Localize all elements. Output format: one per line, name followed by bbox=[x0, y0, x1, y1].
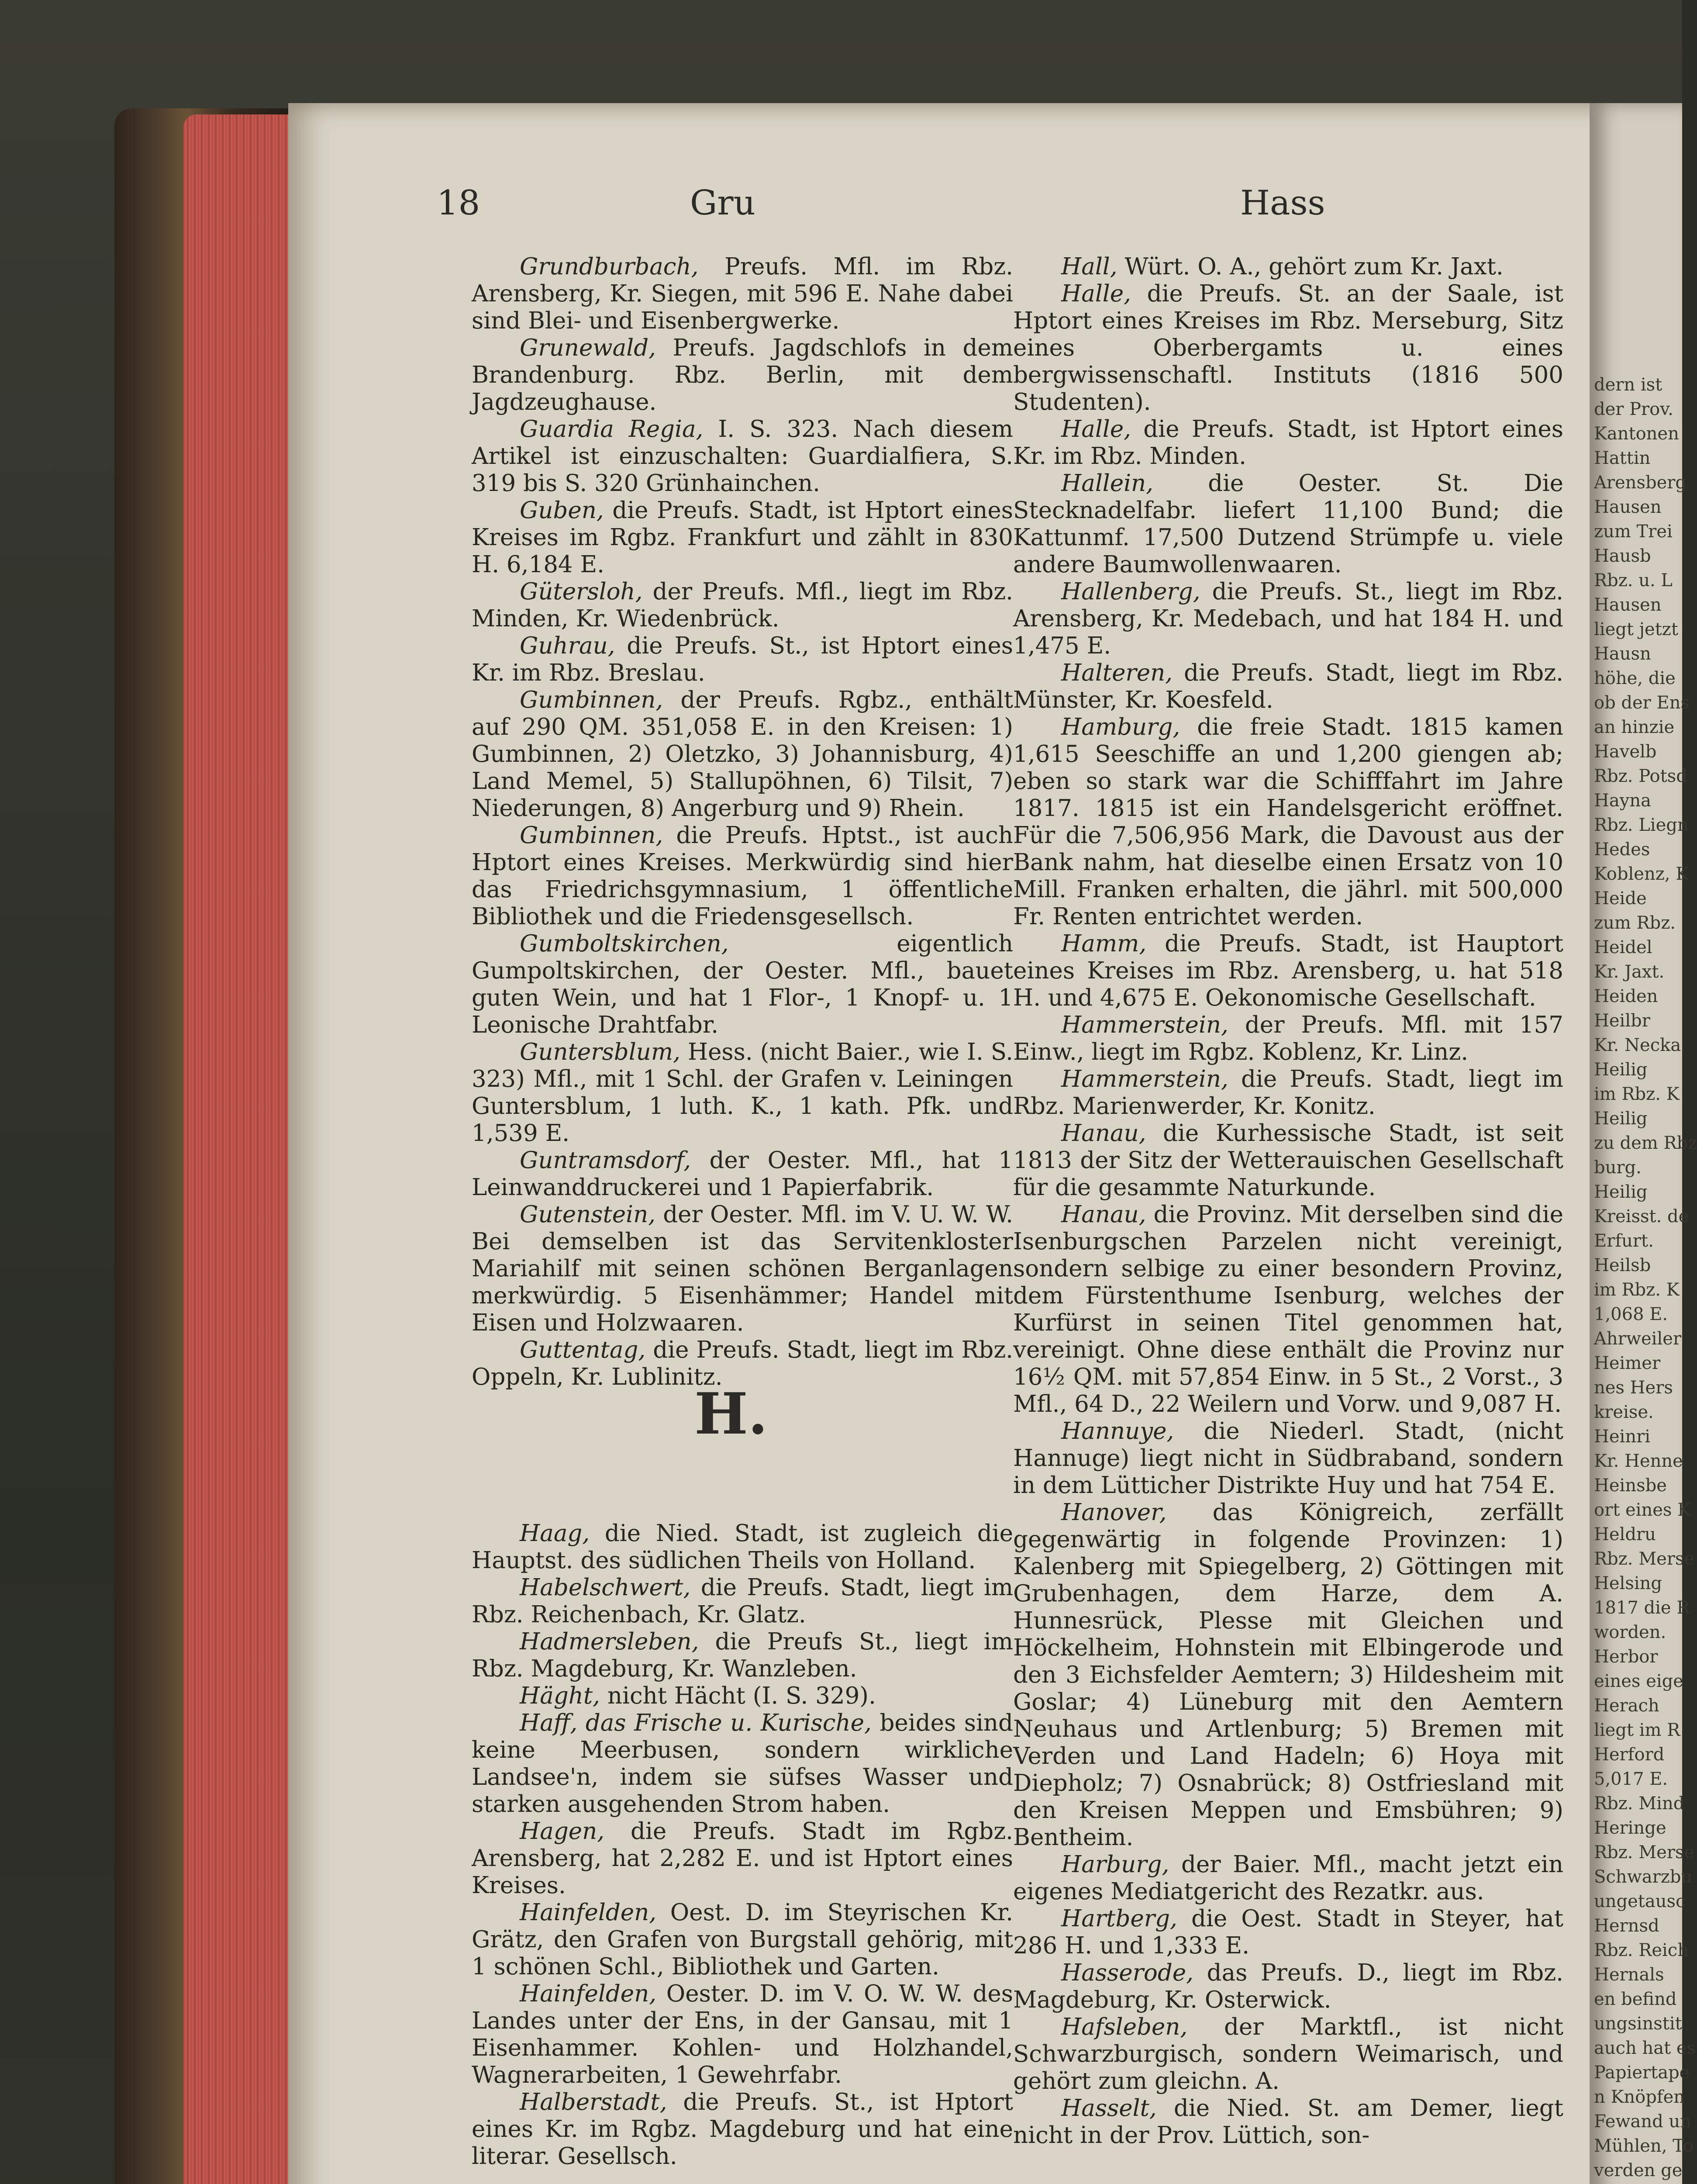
dictionary-entry bbox=[472, 1980, 1013, 2089]
entry-text: die Preufs. Stadt, liegt im Rbz. Marienwerder, Kr. Konitz. bbox=[1013, 1066, 1563, 1120]
entry-text: die Oester. St. Die Stecknadelfabr. liefert 11,100 Bund; die Kattunmf. 17,500 Dutzend Strümpfe u. viele andere Baumwollenwaaren. bbox=[1013, 470, 1563, 578]
next-page-fragment: im Rbz. K bbox=[1594, 1280, 1680, 1300]
entry-text: der Oester. Mfl. im V. U. W. W. Bei demselben ist das Servitenkloster Mariahilf mit seinen schönen Berganlagen merkwürdig. 5 Eisenhämmer; Handel mit Eisen und Holzwaaren. bbox=[472, 1201, 1013, 1336]
entry-term: Guttentag, bbox=[520, 1337, 646, 1363]
entry-text: die Preufs. Hptst., ist auch Hptort eines Kreises. Merkwürdig sind hier das Friedrichsgymnasium, 1 öffentliche Bibliothek und die Friedensgesellsch. bbox=[472, 822, 1013, 930]
entry-term: Hall, bbox=[1061, 253, 1118, 280]
entry-text: die Preufs. Stadt, liegt im Rbz. Oppeln, Kr. Lublinitz. bbox=[472, 1337, 1013, 1390]
dictionary-entry bbox=[472, 2089, 1013, 2170]
entry-term: Hagen, bbox=[520, 1818, 605, 1845]
entry-term: Hainfelden, bbox=[520, 1899, 657, 1926]
next-page-fragment: Fewand un bbox=[1594, 2111, 1691, 2132]
entry-text: die Preufs. St., ist Hptort eines Kr. im Rbz. Breslau. bbox=[472, 632, 1013, 686]
entry-text: I. S. 323. Nach diesem Artikel ist einzuschalten: Guardialfiera, S. 319 bis S. 320 Grünhainchen. bbox=[472, 416, 1013, 497]
entry-term: Guardia Regia, bbox=[520, 416, 704, 442]
next-page-edge bbox=[1590, 103, 1697, 2184]
entry-term: Gumboltskirchen, bbox=[520, 930, 729, 957]
dictionary-entry bbox=[1013, 660, 1563, 714]
next-page-fragment: Herach bbox=[1594, 1696, 1659, 1716]
next-page-fragment: 5,017 E. bbox=[1594, 1769, 1668, 1789]
entry-text: die freie Stadt. 1815 kamen 1,615 Seeschiffe an und 1,200 giengen ab; eben so stark war die Schifffahrt im Jahre 1817. 1815 ist ein Handelsgericht eröffnet. Für die 7,506,956 Mark, die Davoust aus der Bank nahm, hat dieselbe einen Ersatz von 10 Mill. Franken erhalten, die jährl. mit 500,000 Fr. Renten entrichtet werden. bbox=[1013, 714, 1563, 930]
entry-term: Hainfelden, bbox=[520, 1980, 657, 2007]
entry-term: Gutenstein, bbox=[520, 1201, 656, 1228]
next-page-fragment: Kr. Henne bbox=[1594, 1451, 1683, 1471]
next-page-fragment: 1817 die R bbox=[1594, 1598, 1690, 1618]
entry-term: Häght, bbox=[520, 1683, 600, 1709]
entry-text: der Marktfl., ist nicht Schwarzburgisch, sondern Weimarisch, und gehört zum gleichn. A. bbox=[1013, 2014, 1563, 2094]
next-page-fragment: zum Rbz. bbox=[1594, 913, 1676, 933]
entry-text: die Preufs. St. an der Saale, ist Hptort eines Kreises im Rbz. Merseburg, Sitz eines Oberbergamts u. eines bergwissenschaftl. Instituts (1816 500 Studenten). bbox=[1013, 280, 1563, 415]
entry-text: Hess. (nicht Baier., wie I. S. 323) Mfl., mit 1 Schl. der Grafen v. Leiningen Guntersblum, 1 luth. K., 1 kath. Pfk. und 1,539 E. bbox=[472, 1039, 1013, 1147]
next-page-fragment: Ahrweiler bbox=[1594, 1329, 1682, 1349]
entry-text: die Preufs. Stadt im Rgbz. Arensberg, hat 2,282 E. und ist Hptort eines Kreises. bbox=[472, 1818, 1013, 1899]
dictionary-entry bbox=[1013, 1905, 1563, 1959]
next-page-fragment: Kr. Jaxt. bbox=[1594, 962, 1665, 982]
dictionary-entry bbox=[1013, 930, 1563, 1012]
next-page-fragment: Heilig bbox=[1594, 1109, 1648, 1129]
dictionary-entry bbox=[472, 632, 1013, 687]
entry-text: die Preufs. St., liegt im Rbz. Arensberg, Kr. Medebach, und hat 184 H. und 1,475 E. bbox=[1013, 578, 1563, 659]
next-page-fragment: liegt im R bbox=[1594, 1720, 1680, 1740]
entry-text: nicht Hächt (I. S. 329). bbox=[600, 1683, 876, 1709]
entry-term: Grundburbach, bbox=[520, 253, 699, 280]
next-page-fragment: Heldru bbox=[1594, 1524, 1656, 1545]
next-page-fragment: worden. bbox=[1594, 1622, 1666, 1642]
left-column bbox=[472, 253, 1013, 1391]
entry-term: Halteren, bbox=[1061, 660, 1173, 686]
entry-term: Guben, bbox=[520, 497, 604, 524]
entry-text: Preufs. Jagdschlofs in dem Brandenburg. Rbz. Berlin, mit dem Jagdzeughause. bbox=[472, 335, 1013, 415]
entry-text: die Nied. Stadt, ist zugleich die Hauptst. des südlichen Theils von Holland. bbox=[472, 1520, 1013, 1574]
next-page-fragment: Hausb bbox=[1594, 546, 1651, 566]
dictionary-entry bbox=[472, 1683, 1013, 1710]
right-running-head: Hass bbox=[1240, 183, 1325, 223]
entry-text: die Preufs. St., ist Hptort eines Kr. im Rgbz. Magdeburg und hat eine literar. Gesellsch. bbox=[472, 2089, 1013, 2170]
next-page-fragment: burg. bbox=[1594, 1158, 1642, 1178]
entry-term: Hanau, bbox=[1061, 1120, 1146, 1147]
entry-term: Haag, bbox=[520, 1520, 590, 1547]
dictionary-entry bbox=[472, 416, 1013, 497]
dictionary-entry bbox=[472, 578, 1013, 632]
next-page-fragment: nes Hers bbox=[1594, 1378, 1673, 1398]
next-page-fragment: Hausn bbox=[1594, 644, 1651, 664]
entry-term: Guntramsdorf, bbox=[520, 1147, 691, 1174]
next-page-fragment: Koblenz, K bbox=[1594, 864, 1689, 884]
next-page-fragment: zu dem Rbz bbox=[1594, 1133, 1697, 1153]
next-page-fragment: auch hat es bbox=[1594, 2038, 1696, 2058]
next-page-fragment: Hayna bbox=[1594, 791, 1651, 811]
dictionary-entry bbox=[472, 930, 1013, 1039]
entry-term: Guntersblum, bbox=[520, 1039, 680, 1065]
next-page-fragment: Kr. Necka bbox=[1594, 1035, 1681, 1055]
dictionary-entry bbox=[1013, 1499, 1563, 1851]
dictionary-entry bbox=[472, 1039, 1013, 1147]
next-page-fragment: Heilig bbox=[1594, 1182, 1648, 1202]
entry-term: Haff, das Frische u. Kurische, bbox=[520, 1710, 872, 1736]
next-page-fragment: im Rbz. K bbox=[1594, 1084, 1680, 1104]
next-page-fragment: Schwarzbu bbox=[1594, 1867, 1693, 1887]
entry-term: Habelschwert, bbox=[520, 1574, 691, 1601]
next-page-fragment: an hinzie bbox=[1594, 717, 1675, 737]
dictionary-entry bbox=[1013, 714, 1563, 930]
next-page-fragment: Heide bbox=[1594, 888, 1647, 909]
next-page-fragment: ungetausc bbox=[1594, 1891, 1686, 1911]
entry-text: der Oester. Mfl., hat 1 Leinwanddruckerei und 1 Papierfabrik. bbox=[472, 1147, 1013, 1201]
entry-text: die Oest. Stadt in Steyer, hat 286 H. und 1,333 E. bbox=[1013, 1905, 1563, 1959]
next-page-fragment: Hernals bbox=[1594, 1965, 1664, 1985]
entry-term: Grunewald, bbox=[520, 335, 656, 361]
next-page-fragment: Helsing bbox=[1594, 1573, 1663, 1593]
entry-text: die Preufs. Stadt, ist Hauptort eines Kreises im Rbz. Arensberg, u. hat 518 H. und 4,675 E. Oekonomische Gesellschaft. bbox=[1013, 930, 1563, 1011]
next-page-fragment: Herbor bbox=[1594, 1647, 1658, 1667]
next-page-fragment: Heinsbe bbox=[1594, 1476, 1667, 1496]
next-page-fragment: Rbz. Mind bbox=[1594, 1794, 1685, 1814]
dictionary-entry bbox=[1013, 1120, 1563, 1201]
entry-term: Hasselt, bbox=[1061, 2095, 1157, 2122]
entry-term: Hafsleben, bbox=[1061, 2014, 1188, 2040]
dictionary-entry bbox=[472, 497, 1013, 578]
next-page-fragment: Heiden bbox=[1594, 986, 1658, 1006]
entry-text: Oest. D. im Steyrischen Kr. Grätz, den Grafen von Burgstall gehörig, mit 1 schönen Schl., Bibliothek und Garten. bbox=[472, 1899, 1013, 1980]
entry-term: Hamburg, bbox=[1061, 714, 1180, 740]
entry-text: der Preufs. Mfl., liegt im Rbz. Minden, Kr. Wiedenbrück. bbox=[472, 578, 1013, 632]
dictionary-entry bbox=[472, 1710, 1013, 1818]
next-page-fragment: kreise. bbox=[1594, 1402, 1654, 1422]
next-page-fragment: Rbz. Reich bbox=[1594, 1940, 1689, 1960]
entry-term: Gumbinnen, bbox=[520, 822, 663, 849]
section-letter: H. bbox=[694, 1380, 768, 1447]
next-page-fragment: Rbz. Merse bbox=[1594, 1549, 1695, 1569]
next-page-fragment: Rbz. u. L bbox=[1594, 570, 1673, 591]
next-page-fragment: en befind bbox=[1594, 1989, 1677, 2009]
left-column-h bbox=[472, 1520, 1013, 2170]
entry-text: das Königreich, zerfällt gegenwärtig in folgende Provinzen: 1) Kalenberg mit Spiegelberg, 2) Göttingen mit Grubenhagen, dem Harze, dem A. Hunnesrück, Plesse mit Gleichen und Höckelheim, Hohnstein mit Elbingerode und den 3 Eichsfelder Aemtern; 3) Hildesheim mit Goslar; 4) Lüneburg mit den Aemtern Neuhaus und Artlenburg; 5) Bremen mit Verden und Land Hadeln; 6) Hoya mit Diepholz; 7) Osnabrück; 8) Ostfriesland mit den Kreisen Meppen und Emsbühren; 9) Bentheim. bbox=[1013, 1499, 1563, 1851]
entry-text: das Preufs. D., liegt im Rbz. Magdeburg, Kr. Osterwick. bbox=[1013, 1959, 1563, 2013]
entry-term: Halle, bbox=[1061, 416, 1131, 442]
next-page-fragment: Papiertape bbox=[1594, 2063, 1690, 2083]
next-page-fragment: Arensberg bbox=[1594, 473, 1687, 493]
entry-term: Harburg, bbox=[1061, 1851, 1169, 1878]
next-page-fragment: Hernsd bbox=[1594, 1916, 1659, 1936]
dictionary-entry bbox=[472, 1520, 1013, 1574]
entry-term: Hammerstein, bbox=[1061, 1012, 1228, 1038]
dictionary-entry bbox=[1013, 1201, 1563, 1418]
dictionary-entry bbox=[1013, 1012, 1563, 1066]
dictionary-entry bbox=[1013, 416, 1563, 470]
next-page-fragment: 1,068 E. bbox=[1594, 1304, 1668, 1324]
next-page-fragment: dern ist bbox=[1594, 375, 1663, 395]
dictionary-entry bbox=[1013, 2014, 1563, 2095]
next-page-fragment: Hausen bbox=[1594, 497, 1662, 517]
dictionary-entry bbox=[1013, 578, 1563, 660]
dictionary-entry bbox=[1013, 280, 1563, 416]
entry-text: die Preufs. Stadt, ist Hptort eines Kreises im Rgbz. Frankfurt und zählt in 830 H. 6,184 E. bbox=[472, 497, 1013, 578]
entry-term: Hasserode, bbox=[1061, 1959, 1193, 1986]
dictionary-entry bbox=[472, 822, 1013, 930]
dictionary-entry bbox=[472, 253, 1013, 335]
next-page-fragment: Hattin bbox=[1594, 448, 1651, 468]
entry-term: Hannuye, bbox=[1061, 1418, 1174, 1444]
dictionary-entry bbox=[472, 687, 1013, 822]
entry-text: beides sind keine Meerbusen, sondern wirkliche Landsee'n, indem sie süfses Wasser und starken ausgehenden Strom haben. bbox=[472, 1710, 1013, 1818]
next-page-fragment: Hedes bbox=[1594, 840, 1650, 860]
next-page-fragment: Heimer bbox=[1594, 1353, 1661, 1373]
entry-text: die Preufs. Stadt, liegt im Rbz. Münster, Kr. Koesfeld. bbox=[1013, 660, 1563, 713]
entry-text: Preufs. Mfl. im Rbz. Arensberg, Kr. Siegen, mit 596 E. Nahe dabei sind Blei- und Eisenbergwerke. bbox=[472, 253, 1013, 334]
entry-term: Guhrau, bbox=[520, 632, 615, 659]
dictionary-entry bbox=[1013, 2095, 1563, 2149]
entry-text: der Preufs. Rgbz., enthält auf 290 QM. 351,058 E. in den Kreisen: 1) Gumbinnen, 2) Oletzko, 3) Johannisburg, 4) Land Memel, 5) Stallupöhnen, 6) Tilsit, 7) Niederungen, 8) Angerburg und 9) Rhein. bbox=[472, 687, 1013, 822]
next-page-fragment: Erfurt. bbox=[1594, 1231, 1654, 1251]
entry-term: Hadmersleben, bbox=[520, 1628, 699, 1655]
dictionary-entry bbox=[472, 1201, 1013, 1337]
next-page-fragment: Rbz. Potsd bbox=[1594, 766, 1687, 786]
next-page-fragment: Rbz. Merse bbox=[1594, 1842, 1695, 1863]
next-page-fragment: Heringe bbox=[1594, 1818, 1666, 1838]
next-page-fragment: höhe, die bbox=[1594, 668, 1676, 688]
entry-term: Hammerstein, bbox=[1061, 1066, 1228, 1092]
left-running-head: Gru bbox=[690, 183, 755, 223]
next-page-fragment: ort eines K bbox=[1594, 1500, 1691, 1520]
page-number: 18 bbox=[437, 183, 480, 223]
next-page-fragment: liegt jetzt bbox=[1594, 619, 1678, 639]
next-page-fragment: Heilig bbox=[1594, 1060, 1648, 1080]
entry-text: der Baier. Mfl., macht jetzt ein eigenes Mediatgericht des Rezatkr. aus. bbox=[1013, 1851, 1563, 1905]
next-page-fragment: Heilbr bbox=[1594, 1011, 1650, 1031]
entry-term: Hanover, bbox=[1061, 1499, 1167, 1526]
next-page-fragment: eines eige bbox=[1594, 1671, 1683, 1691]
entry-term: Halberstadt, bbox=[520, 2089, 667, 2115]
next-page-fragment: Mühlen, To bbox=[1594, 2136, 1694, 2156]
dictionary-entry bbox=[1013, 1959, 1563, 2014]
dictionary-entry bbox=[1013, 470, 1563, 578]
dictionary-entry bbox=[472, 1574, 1013, 1628]
entry-term: Hallenberg, bbox=[1061, 578, 1200, 605]
dictionary-entry bbox=[472, 1899, 1013, 1980]
dictionary-entry bbox=[1013, 1066, 1563, 1120]
entry-text: die Preufs St., liegt im Rbz. Magdeburg, Kr. Wanzleben. bbox=[472, 1628, 1013, 1682]
entry-text: die Preufs. Stadt, liegt im Rbz. Reichenbach, Kr. Glatz. bbox=[472, 1574, 1013, 1628]
right-column bbox=[1013, 253, 1563, 2149]
next-page-fragment: Rbz. Liegn bbox=[1594, 815, 1689, 835]
next-page-fragment: ungsinstit bbox=[1594, 2014, 1682, 2034]
next-page-fragment: zum Trei bbox=[1594, 522, 1673, 542]
entry-text: die Nied. St. am Demer, liegt nicht in der Prov. Lüttich, son- bbox=[1013, 2095, 1563, 2149]
next-page-fragment: Heilsb bbox=[1594, 1255, 1651, 1275]
entry-term: Gumbinnen, bbox=[520, 687, 663, 713]
next-page-fragment: ob der Ens bbox=[1594, 693, 1690, 713]
entry-term: Hallein, bbox=[1061, 470, 1154, 497]
entry-text: die Provinz. Mit derselben sind die Isenburgschen Parzelen nicht vereinigt, sondern selbige zu einer besondern Provinz, dem Fürstenthume Isenburg, welches der Kurfürst in seinen Titel genommen hat, vereinigt. Ohne diese enthält die Provinz nur 16½ QM. mit 57,854 Einw. in 5 St., 2 Vorst., 3 Mfl., 64 D., 22 Weilern und Vorw. und 9,087 H. bbox=[1013, 1201, 1563, 1417]
entry-term: Gütersloh, bbox=[520, 578, 643, 605]
next-page-fragment: n Knöpfen bbox=[1594, 2087, 1685, 2107]
next-page-fragment: Herford bbox=[1594, 1745, 1665, 1765]
entry-text: der Preufs. Mfl. mit 157 Einw., liegt im Rgbz. Koblenz, Kr. Linz. bbox=[1013, 1012, 1563, 1065]
entry-term: Hamm, bbox=[1061, 930, 1147, 957]
dictionary-entry bbox=[472, 1147, 1013, 1201]
dictionary-entry bbox=[472, 335, 1013, 416]
dictionary-entry bbox=[472, 1628, 1013, 1683]
entry-text: die Kurhessische Stadt, ist seit 1813 der Sitz der Wetterauischen Gesellschaft für die gesammte Naturkunde. bbox=[1013, 1120, 1563, 1201]
entry-text: Würt. O. A., gehört zum Kr. Jaxt. bbox=[1117, 253, 1504, 280]
next-page-fragment: Hausen bbox=[1594, 595, 1662, 615]
next-page-fragment: Kreisst. de bbox=[1594, 1206, 1689, 1227]
entry-term: Halle, bbox=[1061, 280, 1131, 307]
dictionary-entry bbox=[1013, 1418, 1563, 1499]
entry-term: Hanau, bbox=[1061, 1201, 1146, 1228]
entry-text: die Niederl. Stadt, (nicht Hannuge) liegt nicht in Südbraband, sondern in dem Lütticher Distrikte Huy und hat 754 E. bbox=[1013, 1418, 1563, 1499]
entry-text: eigentlich Gumpoltskirchen, der Oester. Mfl., bauet guten Wein, und hat 1 Flor-, 1 Knopf- u. 1 Leonische Drahtfabr. bbox=[472, 930, 1013, 1038]
next-page-fragment: verden ge bbox=[1594, 2160, 1683, 2181]
dictionary-entry bbox=[1013, 253, 1563, 280]
entry-text: die Preufs. Stadt, ist Hptort eines Kr. im Rbz. Minden. bbox=[1013, 416, 1563, 470]
next-page-fragment: der Prov. bbox=[1594, 399, 1673, 419]
next-page-fragment: Heinri bbox=[1594, 1427, 1651, 1447]
entry-term: Hartberg, bbox=[1061, 1905, 1177, 1932]
dictionary-entry bbox=[472, 1818, 1013, 1899]
next-page-fragment: Havelb bbox=[1594, 742, 1657, 762]
entry-text: Oester. D. im V. O. W. W. des Landes unter der Ens, in der Gansau, mit 1 Eisenhammer. Kohlen- und Holzhandel, Wagnerarbeiten, 1 Gewehrfabr. bbox=[472, 1980, 1013, 2088]
next-page-fragment: Heidel bbox=[1594, 937, 1652, 957]
next-page-fragment: Kantonen bbox=[1594, 424, 1679, 444]
dictionary-entry bbox=[1013, 1851, 1563, 1905]
